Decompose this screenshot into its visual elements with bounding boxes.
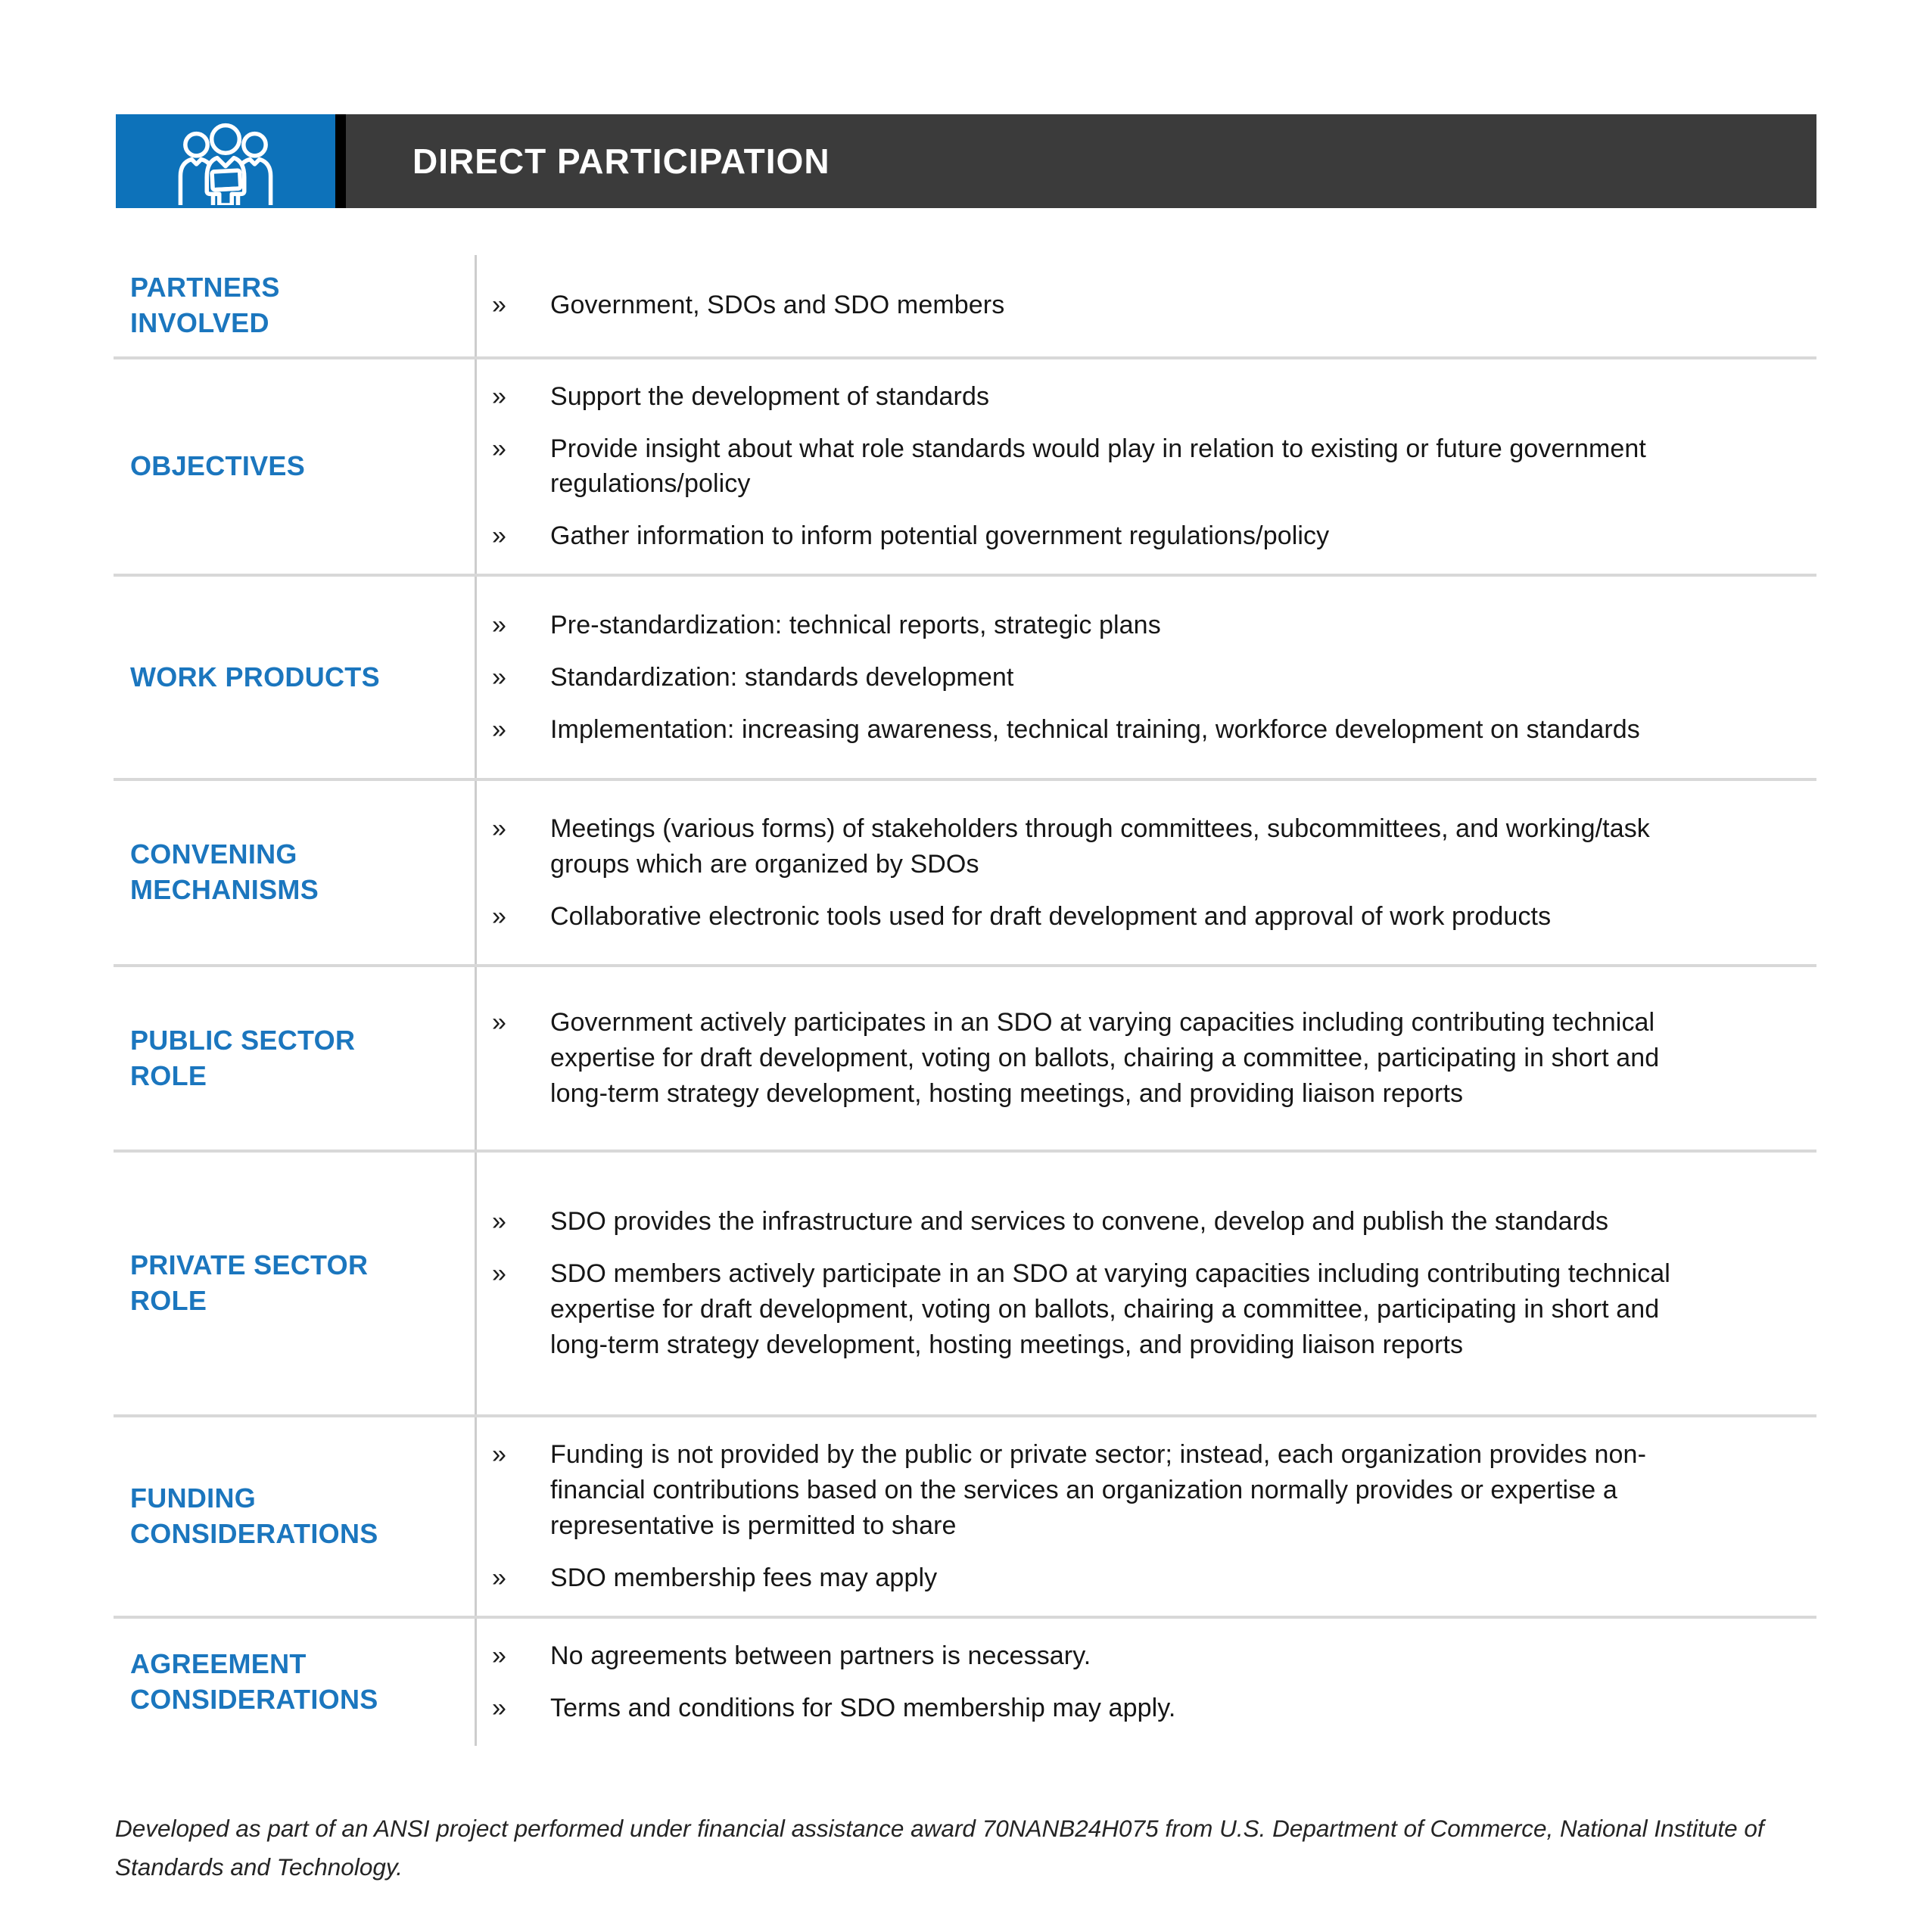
chevron-bullet-icon: »	[492, 1440, 506, 1470]
item-text: Government actively participates in an SDO at varying capacities including contributing technical expertise for draft development, voting on ballots, chairing a committee, participating in short and long-term strategy development, hosting meetings, and providing liaison reports	[550, 1008, 1660, 1109]
row-label: FUNDING CONSIDERATIONS	[130, 1482, 378, 1550]
item-text: Meetings (various forms) of stakeholders through committees, subcommittees, and working/task groups which are organized by SDOs	[550, 814, 1650, 879]
people-group-icon	[173, 122, 278, 205]
chevron-bullet-icon: »	[492, 521, 506, 551]
chevron-bullet-icon: »	[492, 1563, 506, 1592]
row-content	[475, 781, 1816, 964]
chevron-bullet-icon: »	[492, 1207, 506, 1237]
list-item	[477, 431, 1809, 502]
row-label-cell	[114, 1417, 475, 1616]
row-label-cell	[114, 577, 475, 778]
chevron-bullet-icon: »	[492, 1693, 506, 1722]
item-text: Standardization: standards development	[550, 662, 1014, 692]
item-text: No agreements between partners is necessary.	[550, 1641, 1091, 1670]
chevron-bullet-icon: »	[492, 1008, 506, 1038]
list-item	[477, 1204, 1809, 1240]
row-content	[475, 1417, 1816, 1616]
chevron-bullet-icon: »	[492, 714, 506, 744]
row-label: PUBLIC SECTOR ROLE	[130, 1024, 356, 1091]
chevron-bullet-icon: »	[492, 381, 506, 411]
row-content	[475, 359, 1816, 574]
list-item	[477, 811, 1809, 882]
item-text: Government, SDOs and SDO members	[550, 291, 1005, 320]
list-item	[477, 712, 1809, 748]
row-content	[475, 1619, 1816, 1746]
page-title: DIRECT PARTICIPATION	[412, 142, 830, 181]
row-content	[475, 967, 1816, 1150]
item-text: SDO membership fees may apply	[550, 1563, 938, 1592]
chevron-bullet-icon: »	[492, 1259, 506, 1289]
list-item	[477, 1256, 1809, 1363]
header-icon-box	[116, 114, 335, 208]
row-label-cell	[114, 967, 475, 1150]
header	[116, 114, 1816, 208]
list-item	[477, 1691, 1809, 1726]
chevron-bullet-icon: »	[492, 610, 506, 639]
table-row	[114, 356, 1816, 574]
list-item	[477, 1005, 1809, 1112]
row-label: CONVENING MECHANISMS	[130, 838, 319, 906]
row-label-cell	[114, 781, 475, 964]
list-item	[477, 379, 1809, 415]
table-row	[114, 1150, 1816, 1414]
chevron-bullet-icon: »	[492, 1641, 506, 1670]
list-item	[477, 518, 1809, 554]
item-text: Provide insight about what role standards would play in relation to existing or future government regulations/policy	[550, 434, 1646, 499]
list-item	[477, 899, 1809, 935]
header-separator	[335, 114, 346, 208]
table-row	[114, 574, 1816, 778]
list-item	[477, 1437, 1809, 1544]
row-content	[475, 255, 1816, 356]
list-item	[477, 1638, 1809, 1674]
item-text: Terms and conditions for SDO membership may apply.	[550, 1693, 1176, 1722]
list-item	[477, 1560, 1809, 1596]
row-label-cell	[114, 255, 475, 356]
row-label: PARTNERS INVOLVED	[130, 272, 280, 338]
list-item	[477, 608, 1809, 643]
item-text: Gather information to inform potential government regulations/policy	[550, 521, 1330, 551]
list-item	[477, 660, 1809, 695]
table-row	[114, 1414, 1816, 1616]
footer-note: Developed as part of an ANSI project performed under financial assistance award 70NANB24H075 from U.S. Department of Commerce, National Institute of Standards and Technology.	[115, 1814, 1764, 1881]
chevron-bullet-icon: »	[492, 662, 506, 692]
item-text: Support the development of standards	[550, 381, 990, 411]
table-row	[114, 255, 1816, 356]
row-label-cell	[114, 1619, 475, 1746]
item-text: SDO members actively participate in an SDO at varying capacities including contributing technical expertise for draft development, voting on ballots, chairing a committee, participating in short and long-term strategy development, hosting meetings, and providing liaison reports	[550, 1259, 1670, 1360]
table-row	[114, 778, 1816, 964]
item-text: Collaborative electronic tools used for draft development and approval of work products	[550, 901, 1552, 931]
row-content	[475, 577, 1816, 778]
item-text: SDO provides the infrastructure and services to convene, develop and publish the standards	[550, 1207, 1609, 1237]
table-row	[114, 964, 1816, 1150]
row-label: OBJECTIVES	[130, 450, 306, 481]
chevron-bullet-icon: »	[492, 901, 506, 931]
row-label-cell	[114, 359, 475, 574]
row-label: PRIVATE SECTOR ROLE	[130, 1249, 369, 1317]
item-text: Funding is not provided by the public or private sector; instead, each organization provides non-financial contributions based on the services an organization normally provides or expertise a representative is permitted to share	[550, 1440, 1646, 1541]
row-label-cell	[114, 1153, 475, 1414]
participation-table	[114, 255, 1816, 1746]
row-label: WORK PRODUCTS	[130, 661, 380, 692]
chevron-bullet-icon: »	[492, 814, 506, 843]
chevron-bullet-icon: »	[492, 434, 506, 463]
title-bar	[346, 114, 1816, 208]
item-text: Pre-standardization: technical reports, strategic plans	[550, 610, 1161, 639]
row-label: AGREEMENT CONSIDERATIONS	[130, 1647, 378, 1715]
table-row	[114, 1616, 1816, 1746]
item-text: Implementation: increasing awareness, technical training, workforce development on standards	[550, 714, 1640, 744]
list-item	[477, 288, 1809, 323]
chevron-bullet-icon: »	[492, 291, 506, 320]
row-content	[475, 1153, 1816, 1414]
